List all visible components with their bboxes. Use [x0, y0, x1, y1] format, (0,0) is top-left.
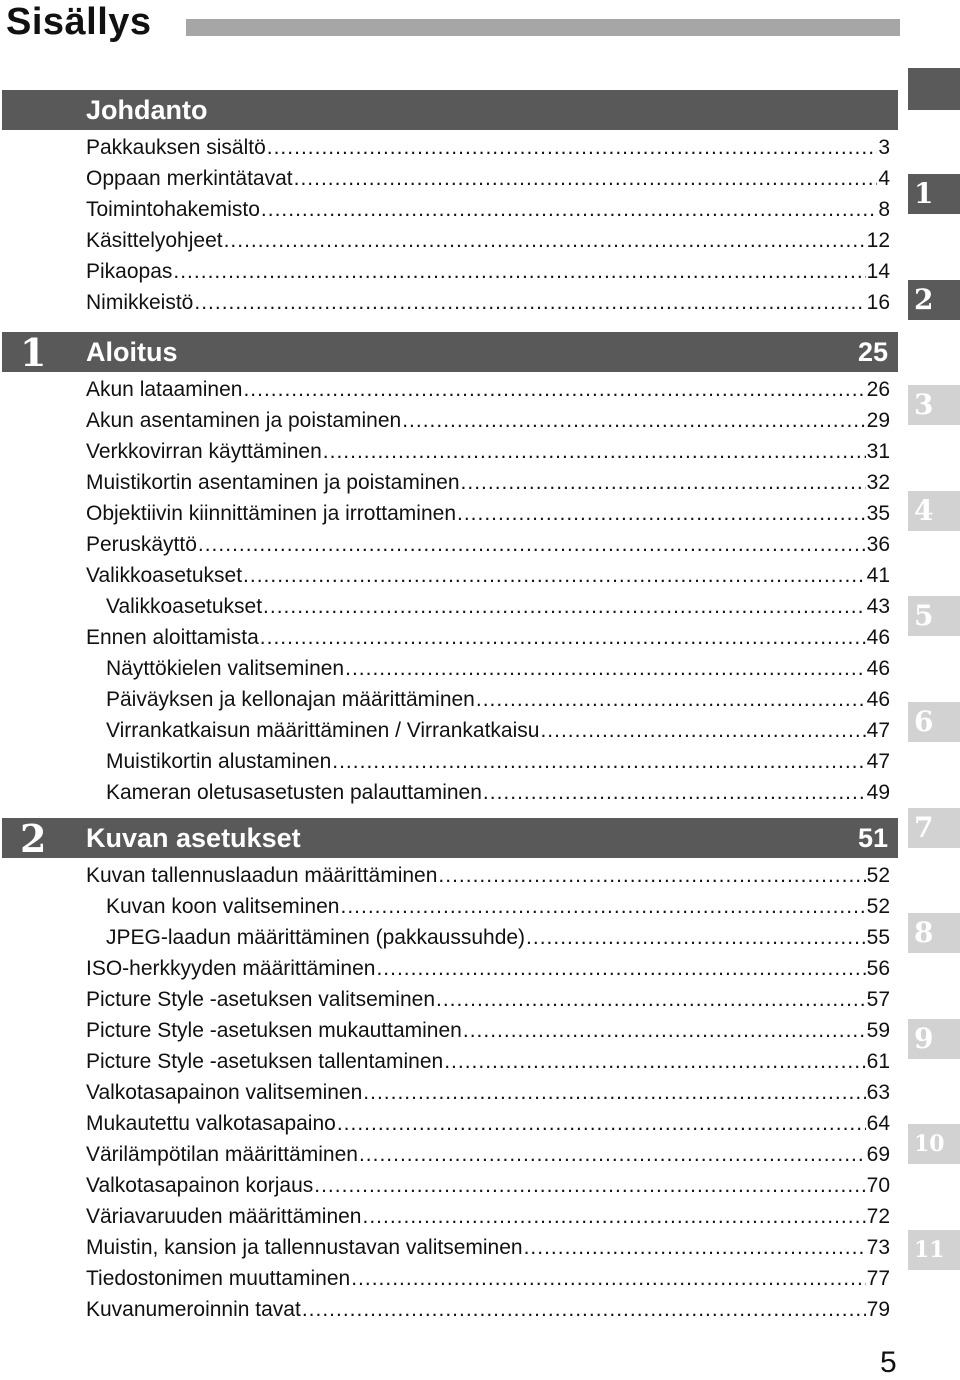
toc-entry[interactable]: [86, 165, 890, 193]
chapter-tab[interactable]: 11: [908, 1230, 960, 1270]
chapter-tab[interactable]: 5: [908, 596, 960, 636]
toc-entry[interactable]: [86, 289, 890, 317]
toc-entry-page: 43: [866, 595, 890, 618]
toc-entry[interactable]: [86, 227, 890, 255]
toc-entry[interactable]: [86, 1234, 890, 1262]
dot-leader: [524, 1234, 866, 1262]
toc-entry[interactable]: [106, 717, 890, 745]
toc-entry-page: 52: [866, 864, 890, 887]
chapter-tab[interactable]: 4: [908, 491, 960, 531]
toc-entry-page: 55: [866, 926, 890, 949]
dot-leader: [243, 376, 865, 404]
toc-entry-label: JPEG-laadun määrittäminen (pakkaussuhde): [106, 926, 526, 949]
toc-entry-label: Tiedostonimen muuttaminen: [86, 1267, 351, 1290]
dot-leader: [345, 655, 866, 683]
toc-entry-label: Käsittelyohjeet: [86, 229, 223, 252]
toc-entry[interactable]: [106, 779, 890, 807]
dot-leader: [436, 986, 866, 1014]
toc-entry-label: Valikkoasetukset: [86, 564, 243, 587]
toc-entry-page: 46: [866, 688, 890, 711]
toc-entry-label: Muistin, kansion ja tallennustavan valitseminen: [86, 1236, 523, 1259]
toc-entry[interactable]: [106, 655, 890, 683]
section-page: 25: [857, 337, 888, 367]
dot-leader: [340, 893, 865, 921]
toc-entry[interactable]: [86, 562, 890, 590]
toc-entry-label: Picture Style -asetuksen valitseminen: [86, 988, 435, 1011]
toc-entry-label: Pakkauksen sisältö: [86, 136, 266, 159]
toc-entry-label: Virrankatkaisun määrittäminen / Virrankatkaisu: [106, 719, 540, 742]
dot-leader: [198, 531, 866, 559]
dot-leader: [461, 469, 866, 497]
toc-entry-page: 4: [878, 167, 890, 190]
section-title: Johdanto: [86, 95, 208, 125]
dot-leader: [463, 1017, 866, 1045]
toc-entry-page: 14: [866, 260, 890, 283]
toc-entry-page: 59: [866, 1019, 890, 1042]
toc-entry-page: 72: [866, 1205, 890, 1228]
dot-leader: [294, 165, 878, 193]
toc-entry-label: Mukautettu valkotasapaino: [86, 1112, 336, 1135]
dot-leader: [457, 500, 866, 528]
toc-entry[interactable]: [106, 924, 890, 952]
toc-entry-label: Peruskäyttö: [86, 533, 197, 556]
toc-entry-page: 57: [866, 988, 890, 1011]
toc-entry[interactable]: [86, 624, 890, 652]
toc-entry[interactable]: [86, 1203, 890, 1231]
toc-entry[interactable]: [86, 407, 890, 435]
toc-entry-label: Valkotasapainon korjaus: [86, 1174, 314, 1197]
toc-entry[interactable]: [86, 955, 890, 983]
toc-entry[interactable]: [106, 686, 890, 714]
dot-leader: [438, 862, 865, 890]
toc-entry-page: 46: [866, 626, 890, 649]
section-title: Kuvan asetukset: [86, 823, 301, 853]
dot-leader: [332, 748, 865, 776]
toc-entry-page: 41: [866, 564, 890, 587]
section-bar-aloitus: [2, 330, 898, 375]
chapter-tab[interactable]: 7: [908, 808, 960, 848]
toc-entry-label: Ennen aloittamista: [86, 626, 259, 649]
toc-entry[interactable]: [86, 1017, 890, 1045]
toc-entry[interactable]: [86, 469, 890, 497]
chapter-tab[interactable]: 10: [908, 1124, 960, 1164]
toc-entry[interactable]: [86, 862, 890, 890]
toc-entry[interactable]: [86, 1265, 890, 1293]
toc-entry[interactable]: [86, 1296, 890, 1324]
toc-entry-page: 47: [866, 750, 890, 773]
dot-leader: [362, 1203, 865, 1231]
section-number: 1: [20, 330, 47, 375]
dot-leader: [476, 686, 866, 714]
toc-entry-page: 49: [866, 781, 890, 804]
dot-leader: [363, 1079, 865, 1107]
toc-entry[interactable]: [86, 1141, 890, 1169]
section-bar-kuvan-asetukset: [2, 816, 898, 861]
title-rule: [186, 19, 900, 36]
dot-leader: [323, 438, 866, 466]
dot-leader: [263, 593, 866, 621]
section-title: Aloitus: [86, 337, 178, 367]
toc-entry[interactable]: [86, 134, 890, 162]
chapter-tab[interactable]: [908, 68, 960, 110]
toc-entry-page: 36: [866, 533, 890, 556]
page-number: 5: [880, 1346, 897, 1379]
dot-leader: [376, 955, 865, 983]
dot-leader: [483, 779, 866, 807]
toc-entry-page: 3: [878, 136, 890, 159]
toc-entry-label: Oppaan merkintätavat: [86, 167, 293, 190]
toc-entry-label: Näyttökielen valitseminen: [106, 657, 345, 680]
toc-entry-page: 47: [866, 719, 890, 742]
toc-entry-page: 61: [866, 1050, 890, 1073]
toc-entry-label: Värilämpötilan määrittäminen: [86, 1143, 358, 1166]
toc-entry-label: Pikaopas: [86, 260, 173, 283]
toc-entry[interactable]: [86, 531, 890, 559]
toc-entry-label: Kameran oletusasetusten palauttaminen: [106, 781, 482, 804]
toc-entry[interactable]: [106, 593, 890, 621]
dot-leader: [224, 227, 866, 255]
section-bar-johdanto: [2, 90, 898, 130]
toc-entry-page: 79: [866, 1298, 890, 1321]
toc-entry-label: Muistikortin asentaminen ja poistaminen: [86, 471, 460, 494]
toc-entry[interactable]: [86, 196, 890, 224]
toc-entry[interactable]: [86, 1172, 890, 1200]
toc-entry[interactable]: [86, 1048, 890, 1076]
dot-leader: [173, 258, 865, 286]
dot-leader: [351, 1265, 865, 1293]
chapter-tab[interactable]: 9: [908, 1019, 960, 1059]
toc-entry-page: 46: [866, 657, 890, 680]
toc-entry-page: 29: [866, 409, 890, 432]
dot-leader: [314, 1172, 865, 1200]
dot-leader: [260, 624, 866, 652]
toc-entry-page: 12: [866, 229, 890, 252]
toc-entry-label: Akun lataaminen: [86, 378, 243, 401]
toc-entry-page: 32: [866, 471, 890, 494]
dot-leader: [267, 134, 878, 162]
toc-entry-page: 52: [866, 895, 890, 918]
toc-entry[interactable]: [106, 748, 890, 776]
section-page: 51: [857, 823, 888, 853]
toc-entry-label: Kuvan koon valitseminen: [106, 895, 340, 918]
toc-entry-label: Väriavaruuden määrittäminen: [86, 1205, 362, 1228]
chapter-tab[interactable]: 6: [908, 702, 960, 742]
page-title: Sisällys: [6, 1, 152, 43]
dot-leader: [243, 562, 866, 590]
toc-entry-page: 56: [866, 957, 890, 980]
toc-entry-label: Picture Style -asetuksen mukauttaminen: [86, 1019, 462, 1042]
toc-entry-page: 70: [866, 1174, 890, 1197]
toc-entry-page: 8: [878, 198, 890, 221]
dot-leader: [540, 717, 865, 745]
toc-entry[interactable]: [86, 500, 890, 528]
dot-leader: [337, 1110, 866, 1138]
chapter-tab[interactable]: 1: [908, 174, 960, 214]
toc-entry-page: 69: [866, 1143, 890, 1166]
toc-entry-label: Kuvan tallennuslaadun määrittäminen: [86, 864, 438, 887]
toc-entry-label: Akun asentaminen ja poistaminen: [86, 409, 402, 432]
toc-entry-label: Valikkoasetukset: [106, 595, 263, 618]
toc-entry-page: 64: [866, 1112, 890, 1135]
toc-entry-label: Picture Style -asetuksen tallentaminen: [86, 1050, 444, 1073]
toc-entry-label: Muistikortin alustaminen: [106, 750, 332, 773]
toc-entry[interactable]: [86, 1079, 890, 1107]
toc-entry-page: 26: [866, 378, 890, 401]
chapter-tab[interactable]: 2: [908, 280, 960, 320]
dot-leader: [302, 1296, 866, 1324]
toc-entry-label: Kuvanumeroinnin tavat: [86, 1298, 301, 1321]
toc-entry-label: Verkkovirran käyttäminen: [86, 440, 322, 463]
toc-entry[interactable]: [86, 376, 890, 404]
toc-entry-page: 77: [866, 1267, 890, 1290]
toc-entry-label: ISO-herkkyyden määrittäminen: [86, 957, 376, 980]
toc-entry-label: Päiväyksen ja kellonajan määrittäminen: [106, 688, 475, 711]
toc-entry-label: Nimikkeistö: [86, 291, 194, 314]
toc-entry-page: 35: [866, 502, 890, 525]
chapter-tab[interactable]: 8: [908, 913, 960, 953]
dot-leader: [402, 407, 865, 435]
dot-leader: [359, 1141, 866, 1169]
toc-entry-page: 73: [866, 1236, 890, 1259]
toc-entry-label: Toimintohakemisto: [86, 198, 260, 221]
dot-leader: [194, 289, 865, 317]
dot-leader: [526, 924, 866, 952]
toc-entry-page: 63: [866, 1081, 890, 1104]
toc-entry-label: Valkotasapainon valitseminen: [86, 1081, 363, 1104]
dot-leader: [261, 196, 877, 224]
toc-entry[interactable]: [86, 986, 890, 1014]
toc-entry-label: Objektiivin kiinnittäminen ja irrottaminen: [86, 502, 456, 525]
chapter-tab[interactable]: 3: [908, 385, 960, 425]
toc-entry[interactable]: [86, 258, 890, 286]
toc-entry[interactable]: [106, 893, 890, 921]
toc-entry[interactable]: [86, 1110, 890, 1138]
dot-leader: [444, 1048, 865, 1076]
toc-entry[interactable]: [86, 438, 890, 466]
section-number: 2: [20, 816, 47, 861]
toc-entry-page: 16: [866, 291, 890, 314]
toc-entry-page: 31: [866, 440, 890, 463]
